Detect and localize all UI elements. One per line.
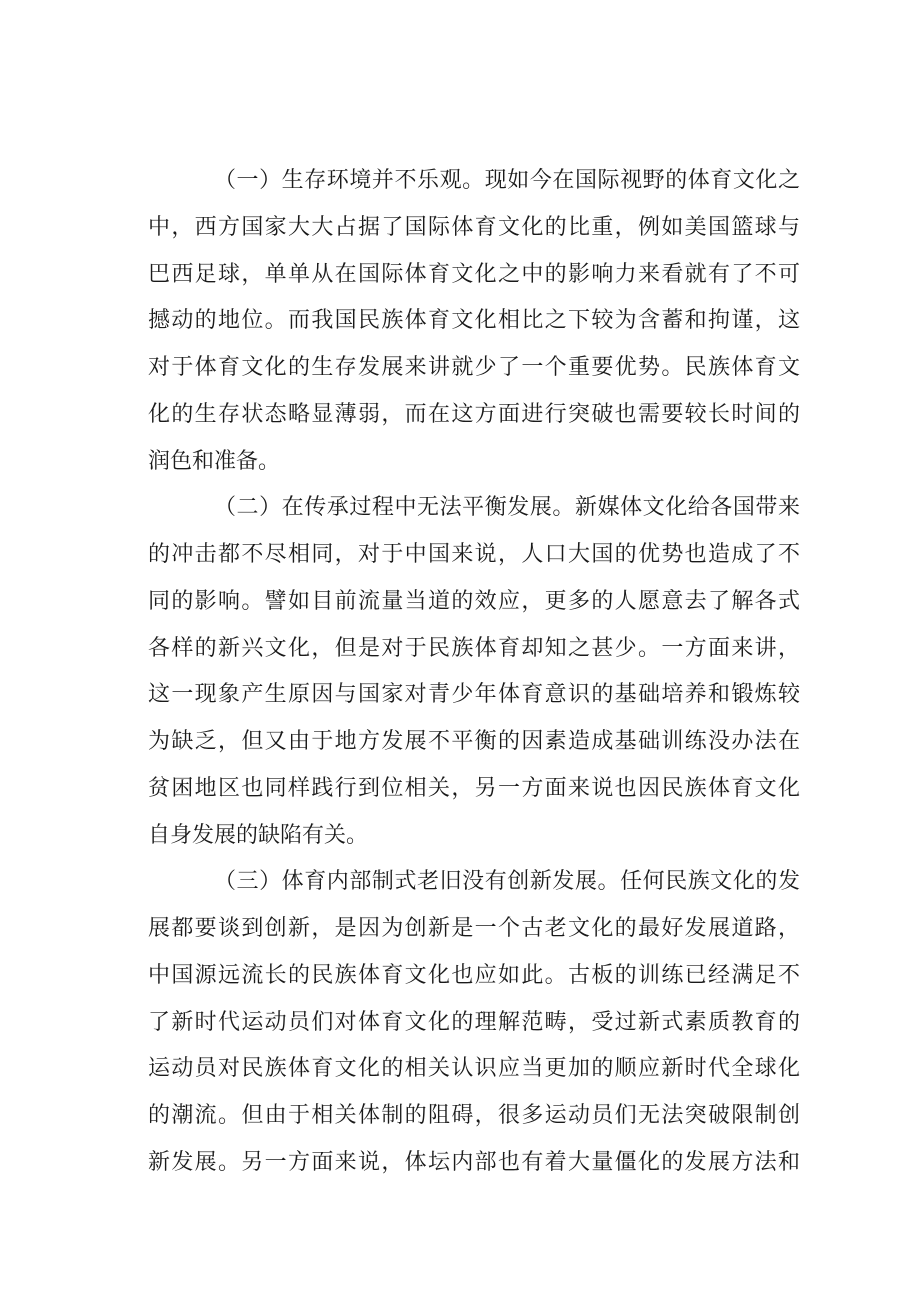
paragraph-line: 润色和准备。 bbox=[148, 448, 281, 474]
paragraph-line: 中，西方国家大大占据了国际体育文化的比重，例如美国篮球与 bbox=[148, 214, 800, 240]
paragraph-line: 巴西足球，单单从在国际体育文化之中的影响力来看就有了不可 bbox=[148, 261, 800, 287]
paragraph-line: 这一现象产生原因与国家对青少年体育意识的基础培养和锻炼较 bbox=[148, 682, 800, 708]
paragraph-line: 了新时代运动员们对体育文化的理解范畴，受过新式素质教育的 bbox=[148, 1009, 800, 1035]
paragraph-line: 对于体育文化的生存发展来讲就少了一个重要优势。民族体育文 bbox=[148, 355, 800, 380]
paragraph-line: 展都要谈到创新，是因为创新是一个古老文化的最好发展道路， bbox=[148, 916, 800, 941]
paragraph-line: （二）在传承过程中无法平衡发展。新媒体文化给各国带来 bbox=[214, 495, 800, 521]
paragraph-line: 化的生存状态略显薄弱，而在这方面进行突破也需要较长时间的 bbox=[148, 401, 800, 427]
paragraph-line: 运动员对民族体育文化的相关认识应当更加的顺应新时代全球化 bbox=[148, 1056, 800, 1082]
paragraph-line: 的潮流。但由于相关体制的阻碍，很多运动员们无法突破限制创 bbox=[148, 1103, 800, 1128]
paragraph-line: 同的影响。譬如目前流量当道的效应，更多的人愿意去了解各式 bbox=[148, 588, 800, 614]
paragraph-line: 各样的新兴文化，但是对于民族体育却知之甚少。一方面来讲， bbox=[148, 635, 800, 661]
paragraph-2 bbox=[148, 485, 800, 859]
paragraph-line: 新发展。另一方面来说，体坛内部也有着大量僵化的发展方法和 bbox=[148, 1149, 800, 1175]
paragraph-line: 为缺乏，但又由于地方发展不平衡的因素造成基础训练没办法在 bbox=[148, 729, 800, 754]
paragraph-line: （一）生存环境并不乐观。现如今在国际视野的体育文化之 bbox=[214, 168, 800, 193]
paragraph-line: 撼动的地位。而我国民族体育文化相比之下较为含蓄和拘谨，这 bbox=[148, 308, 800, 334]
paragraph-line: 中国源远流长的民族体育文化也应如此。古板的训练已经满足不 bbox=[148, 962, 800, 988]
paragraph-line: 的冲击都不尽相同，对于中国来说，人口大国的优势也造成了不 bbox=[148, 542, 800, 567]
paragraph-line: （三）体育内部制式老旧没有创新发展。任何民族文化的发 bbox=[214, 869, 800, 895]
paragraph-line: 贫困地区也同样践行到位相关，另一方面来说也因民族体育文化 bbox=[148, 775, 800, 801]
document-body bbox=[148, 158, 800, 1187]
paragraph-1 bbox=[148, 158, 800, 485]
paragraph-line: 自身发展的缺陷有关。 bbox=[148, 822, 369, 848]
paragraph-3 bbox=[148, 859, 800, 1186]
